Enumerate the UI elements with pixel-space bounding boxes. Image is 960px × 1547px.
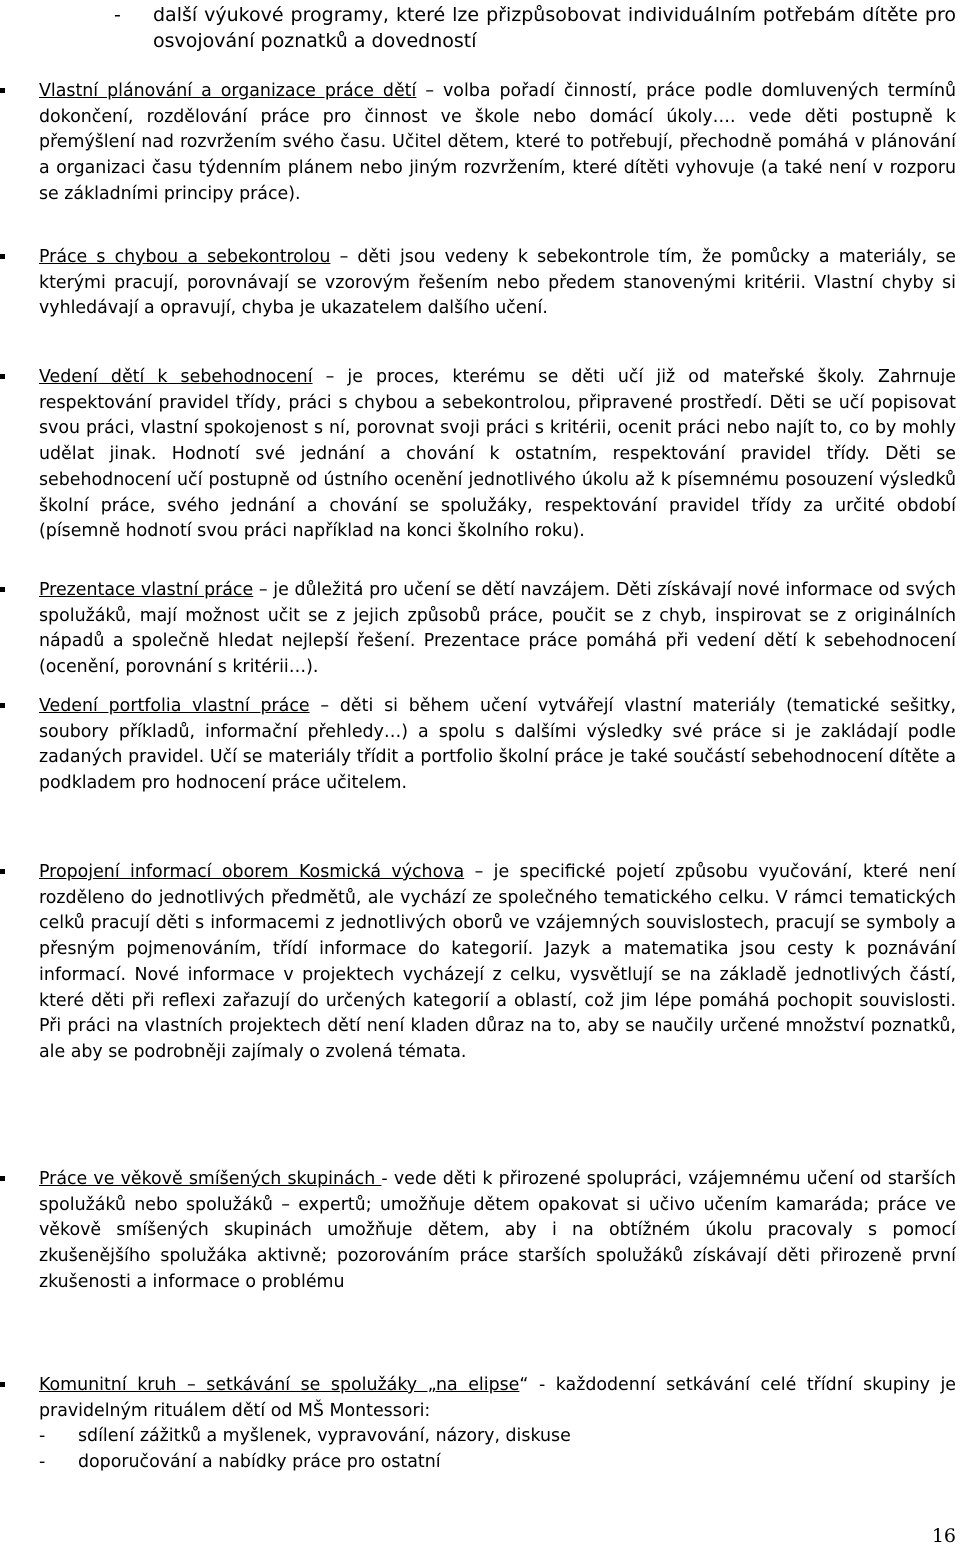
bullet-heading: Práce ve věkově smíšených skupinách xyxy=(39,1169,382,1189)
square-bullet-icon xyxy=(0,1176,5,1181)
bullet-text: – volba pořadí činností, práce podle domluvených termínů dokončení, rozdělování práce pro činnost ve škole nebo domácí úkoly…. vede děti postupně k přemýšlení nad rozvržením svého času. Učitel dětem, které to potřebují, přechodně pomáhá v plánování a organizaci času týdenním plánem nebo jiným rozvržením, které dítěti vyhovuje (a také není v rozporu se základními principy práce). xyxy=(39,81,957,204)
bullet-text: – je důležitá pro učení se dětí navzájem. Děti získávají nové informace od svých spolužáků, mají možnost učit se z jejich způsobů práce, poučit se z chyb, inspirovat se z originálních nápadů a společně hledat nejlepší řešení. Prezentace práce pomáhá při vedení dětí k sebehodnocení (ocenění, porovnání s kritérii…). xyxy=(39,580,956,678)
bullet-body xyxy=(39,365,956,545)
square-bullet-icon xyxy=(0,88,5,93)
bullet-body xyxy=(39,860,956,1066)
dash-marker: - xyxy=(39,1452,46,1472)
bullet-heading: Prezentace vlastní práce xyxy=(39,580,254,600)
bullet-body xyxy=(39,1373,956,1424)
bullet-text: – je proces, kterému se děti učí již od mateřské školy. Zahrnuje respektování pravidel třídy, práci s chybou a sebekontrolou, připravené prostředí. Děti se učí popisovat svou práci, vlastní spokojenost s ní, porovnat svoji práci s kritérii, ocenit práci nebo najít to, co by mohly udělat jinak. Hodnotí své jednání a chování k ostatním, respektování pravidel třídy. Děti se sebehodnocení učí postupně od ústního ocenění jednotlivého úkolu až k písemnému posouzení výsledků školní práce, svého jednání a chování se spolužáky, respektování pravidel třídy za určité období (písemně hodnotí svou práci například na konci školního roku). xyxy=(39,367,956,542)
bullet-heading: Vedení portfolia vlastní práce xyxy=(39,696,310,716)
bullet-body xyxy=(39,79,956,208)
dash-marker: - xyxy=(114,4,121,26)
dash-item-text: další výukové programy, které lze přizpůsobovat individuálním potřebám dítěte pro osvojování poznatků a dovedností xyxy=(153,4,956,52)
sub-item-text: sdílení zážitků a myšlenek, vypravování, názory, diskuse xyxy=(78,1426,571,1446)
bullet-body xyxy=(39,694,956,797)
square-bullet-icon xyxy=(0,587,5,592)
sub-item-text: doporučování a nabídky práce pro ostatní xyxy=(78,1452,441,1472)
page-number: 16 xyxy=(931,1525,956,1547)
bullet-heading: Komunitní kruh – setkávání se spolužáky „na elipse xyxy=(39,1375,520,1395)
bullet-heading: Vedení dětí k sebehodnocení xyxy=(39,367,313,387)
bullet-text: – děti jsou vedeny k sebekontrole tím, že pomůcky a materiály, se kterými pracují, porovnávají se vzorovým řešením nebo předem stanovenými kritérii. Vlastní chyby si vyhledávají a opravují, chyba je ukazatelem dalšího učení. xyxy=(39,247,957,319)
bullet-heading: Propojení informací oborem Kosmická výchova xyxy=(39,862,465,882)
bullet-heading: Vlastní plánování a organizace práce dětí xyxy=(39,81,417,101)
bullet-text: – děti si během učení vytvářejí vlastní materiály (tematické sešitky, soubory příkladů, informační přehledy…) a spolu s dalšími výsledky své práce si je zakládají podle zadaných pravidel. Učí se materiály třídit a portfolio školní práce je také součástí sebehodnocení dítěte a podkladem pro hodnocení práce učitelem. xyxy=(39,696,956,794)
square-bullet-icon xyxy=(0,703,5,708)
square-bullet-icon xyxy=(0,869,5,874)
bullet-body xyxy=(39,1167,956,1296)
dash-marker: - xyxy=(39,1426,46,1446)
bullet-heading: Práce s chybou a sebekontrolou xyxy=(39,247,331,267)
bullet-text: - vede děti k přirozené spolupráci, vzájemnému učení od starších spolužáků nebo spolužáků – expertů; umožňuje dětem opakovat si učivo učením kamaráda; práce ve věkově smíšených skupinách umožňuje dětem, aby i na obtížném úkolu pracovaly s pomocí zkušenějšího spolužáka aktivně; pozorováním práce starších spolužáků získávají děti přirozeně první zkušenosti a informace o problému xyxy=(39,1169,956,1292)
square-bullet-icon xyxy=(0,374,5,379)
bullet-text: – je specifické pojetí způsobu vyučování, které není rozděleno do jednotlivých předmětů, ale vychází ze společného tematického celku. V rámci tematických celků pracují děti s informacemi z jednotlivých oborů ve vzájemných souvislostech, pracují se symboly a přesným pojmenováním, třídí informace do kategorií. Jazyk a matematika jsou cesty k poznávání informací. Nové informace v projektech vycházejí z celku, vysvětlují se na základě jednotlivých částí, které děti při reflexi zařazují do určených kategorií a oblastí, což jim lépe pomáhá pochopit souvislosti. Při práci na vlastních projektech dětí není kladen důraz na to, aby se naučily určené množství poznatků, ale aby se podrobněji zajímaly o zvolená témata. xyxy=(39,862,956,1062)
square-bullet-icon xyxy=(0,254,5,259)
bullet-body xyxy=(39,578,956,681)
bullet-body xyxy=(39,245,956,322)
bullet-text: “ - každodenní setkávání celé třídní skupiny je pravidelným rituálem dětí od MŠ Montessori: xyxy=(39,1375,956,1421)
square-bullet-icon xyxy=(0,1382,5,1387)
